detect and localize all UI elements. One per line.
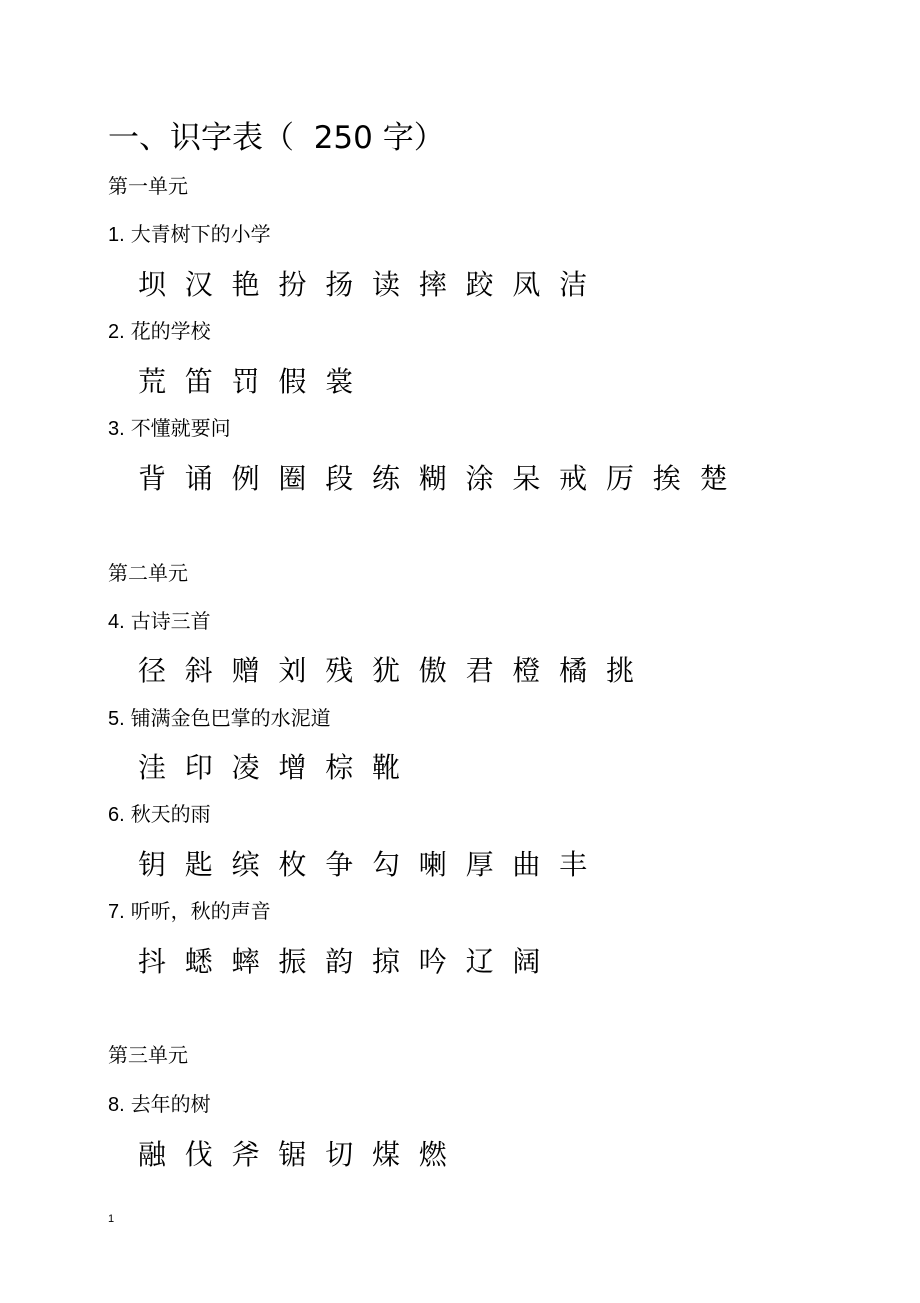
hanzi-char: 糊 <box>418 462 447 495</box>
hanzi-char: 燃 <box>418 1138 447 1171</box>
hanzi-char: 背 <box>138 462 167 495</box>
hanzi-char: 煤 <box>371 1138 400 1171</box>
hanzi-char: 例 <box>231 462 260 495</box>
hanzi-char: 荒 <box>138 365 167 398</box>
hanzi-char: 扬 <box>325 268 354 301</box>
char-row <box>138 748 419 788</box>
hanzi-char: 径 <box>138 654 167 687</box>
lesson-title <box>108 800 211 829</box>
lesson-title <box>108 220 271 249</box>
hanzi-char: 汉 <box>184 268 213 301</box>
hanzi-char: 辽 <box>465 945 494 978</box>
hanzi-char: 戒 <box>559 462 588 495</box>
hanzi-char: 艳 <box>231 268 260 301</box>
hanzi-char: 韵 <box>325 945 354 978</box>
lesson-name: 不懂就要问 <box>130 416 231 440</box>
hanzi-char: 蟀 <box>231 945 260 978</box>
hanzi-char: 凌 <box>231 751 260 784</box>
hanzi-char: 厚 <box>465 848 494 881</box>
page-title: 一、识字表（ 250 字） <box>108 120 445 156</box>
unit-heading: 第二单元 <box>108 561 188 585</box>
char-row <box>138 459 746 499</box>
hanzi-char: 掠 <box>371 945 400 978</box>
lesson-name: 花的学校 <box>130 319 211 343</box>
lesson-number: 6. <box>108 804 125 826</box>
hanzi-char: 赠 <box>231 654 260 687</box>
hanzi-char: 笛 <box>184 365 213 398</box>
lesson-name: 秋天的雨 <box>130 802 211 826</box>
hanzi-char: 呆 <box>512 462 541 495</box>
unit-heading: 第三单元 <box>108 1043 188 1067</box>
hanzi-char: 棕 <box>325 751 354 784</box>
hanzi-char: 摔 <box>418 268 447 301</box>
hanzi-char: 练 <box>371 462 400 495</box>
hanzi-char: 吟 <box>418 945 447 978</box>
char-row <box>138 1135 466 1175</box>
hanzi-char: 刘 <box>278 654 307 687</box>
lesson-title <box>108 607 211 636</box>
hanzi-char: 斧 <box>231 1138 260 1171</box>
lesson-title <box>108 897 271 926</box>
hanzi-char: 挑 <box>605 654 634 687</box>
lesson-number: 2. <box>108 321 125 343</box>
hanzi-char: 振 <box>278 945 307 978</box>
hanzi-char: 残 <box>325 654 354 687</box>
hanzi-char: 段 <box>325 462 354 495</box>
hanzi-char: 斜 <box>184 654 213 687</box>
hanzi-char: 蟋 <box>184 945 213 978</box>
hanzi-char: 跤 <box>465 268 494 301</box>
hanzi-char: 融 <box>138 1138 167 1171</box>
hanzi-char: 印 <box>184 751 213 784</box>
hanzi-char: 锯 <box>278 1138 307 1171</box>
lesson-number: 1. <box>108 224 125 246</box>
char-row <box>138 362 372 402</box>
hanzi-char: 圈 <box>278 462 307 495</box>
hanzi-char: 枚 <box>278 848 307 881</box>
char-row <box>138 651 653 691</box>
hanzi-char: 洼 <box>138 751 167 784</box>
hanzi-char: 靴 <box>371 751 400 784</box>
hanzi-char: 喇 <box>418 848 447 881</box>
hanzi-char: 切 <box>325 1138 354 1171</box>
hanzi-char: 争 <box>325 848 354 881</box>
hanzi-char: 勾 <box>371 848 400 881</box>
hanzi-char: 丰 <box>559 848 588 881</box>
hanzi-char: 增 <box>278 751 307 784</box>
hanzi-char: 阔 <box>512 945 541 978</box>
hanzi-char: 匙 <box>184 848 213 881</box>
char-row <box>138 265 606 305</box>
lesson-name: 去年的树 <box>130 1092 211 1116</box>
hanzi-char: 伐 <box>184 1138 213 1171</box>
hanzi-char: 傲 <box>418 654 447 687</box>
hanzi-char: 裳 <box>325 365 354 398</box>
hanzi-char: 挨 <box>652 462 681 495</box>
hanzi-char: 诵 <box>184 462 213 495</box>
lesson-name: 听听，秋的声音 <box>130 899 271 923</box>
lesson-title <box>108 317 211 346</box>
lesson-title <box>108 414 231 443</box>
hanzi-char: 凤 <box>512 268 541 301</box>
lesson-number: 5. <box>108 708 125 730</box>
char-row <box>138 942 559 982</box>
hanzi-char: 橘 <box>559 654 588 687</box>
hanzi-char: 假 <box>278 365 307 398</box>
lesson-name: 大青树下的小学 <box>130 222 271 246</box>
hanzi-char: 抖 <box>138 945 167 978</box>
lesson-name: 古诗三首 <box>130 609 211 633</box>
lesson-title <box>108 1090 211 1119</box>
hanzi-char: 扮 <box>278 268 307 301</box>
lesson-number: 4. <box>108 611 125 633</box>
char-row <box>138 845 606 885</box>
hanzi-char: 楚 <box>699 462 728 495</box>
hanzi-char: 厉 <box>605 462 634 495</box>
hanzi-char: 罚 <box>231 365 260 398</box>
hanzi-char: 曲 <box>512 848 541 881</box>
hanzi-char: 君 <box>465 654 494 687</box>
page-number: 1 <box>108 1213 115 1225</box>
unit-heading: 第一单元 <box>108 174 188 198</box>
hanzi-char: 橙 <box>512 654 541 687</box>
hanzi-char: 缤 <box>231 848 260 881</box>
hanzi-char: 涂 <box>465 462 494 495</box>
lesson-number: 3. <box>108 418 125 440</box>
hanzi-char: 坝 <box>138 268 167 301</box>
lesson-title <box>108 704 331 733</box>
hanzi-char: 钥 <box>138 848 167 881</box>
lesson-number: 8. <box>108 1094 125 1116</box>
hanzi-char: 犹 <box>371 654 400 687</box>
lesson-name: 铺满金色巴掌的水泥道 <box>130 706 331 730</box>
hanzi-char: 洁 <box>559 268 588 301</box>
lesson-number: 7. <box>108 901 125 923</box>
hanzi-char: 读 <box>371 268 400 301</box>
